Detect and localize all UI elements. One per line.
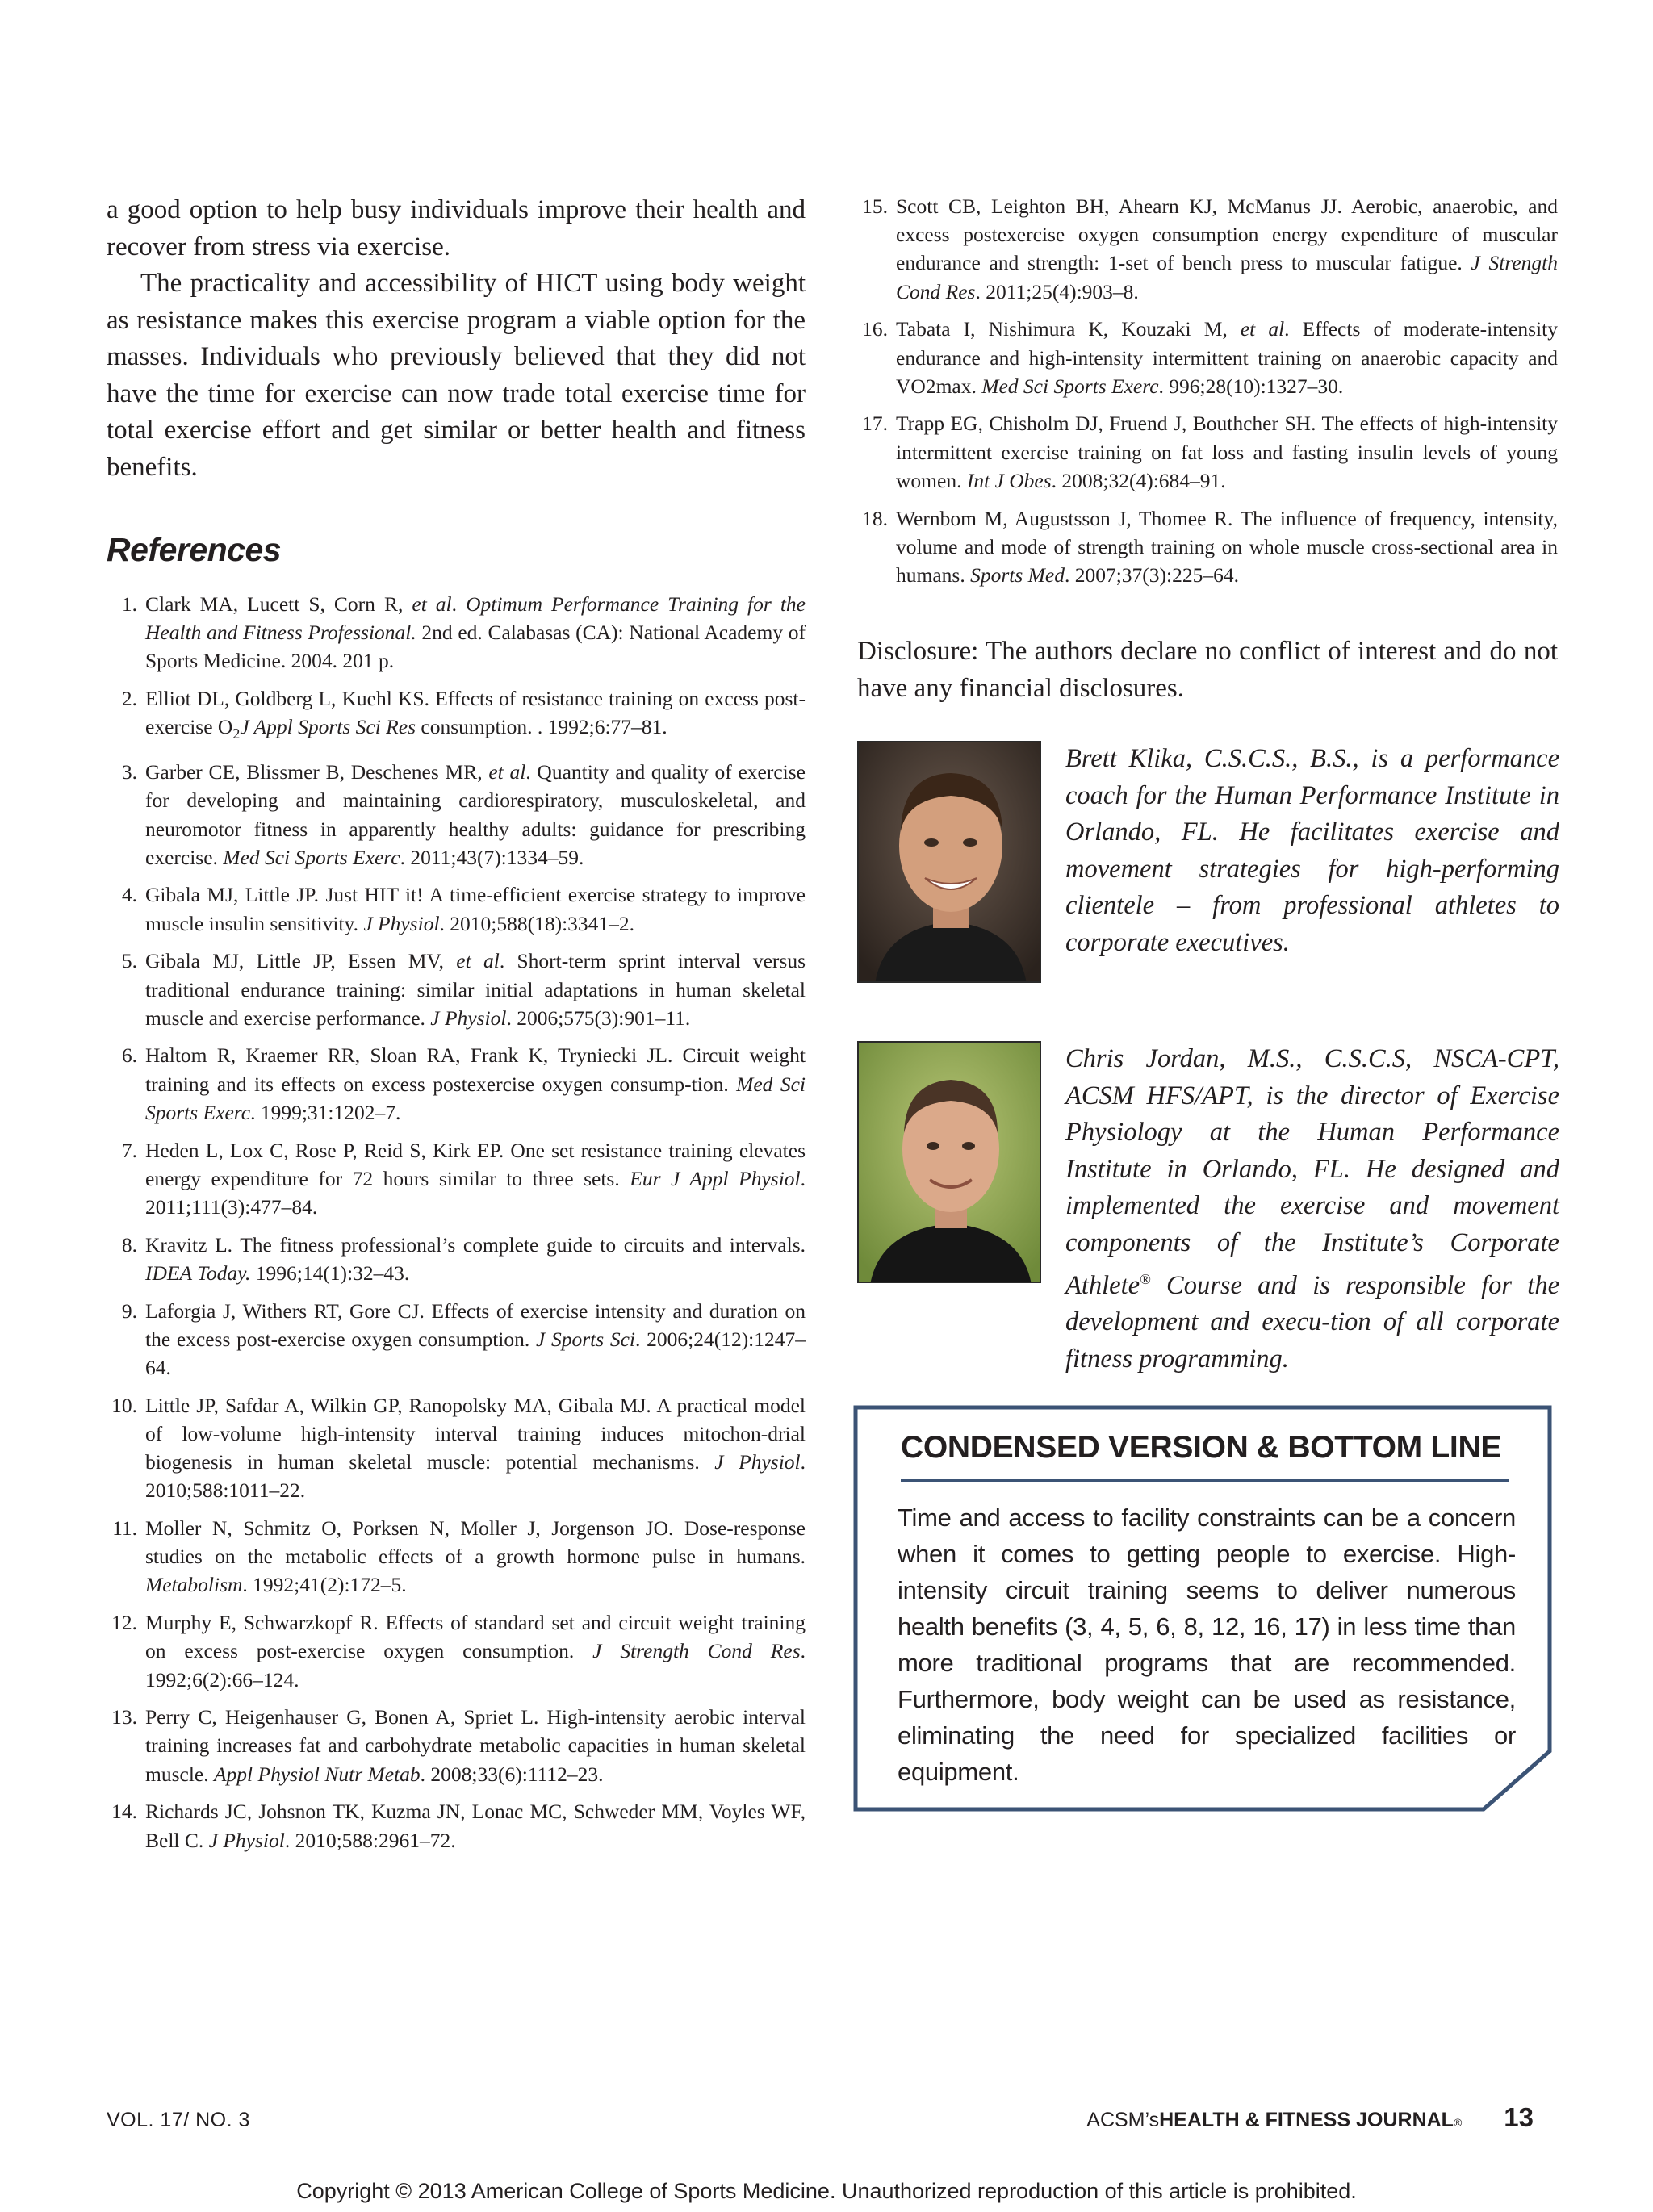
reference-text (145, 590, 806, 675)
reference-segment: Perry C, Heigenhauser G, Bonen A, Spriet L. High-intensity aerobic interval training increases fat and carbohydrate metabolic capacities in human skeletal muscle. (145, 1705, 806, 1786)
reference-text (145, 1041, 806, 1127)
reference-italic: Sports Med (970, 562, 1065, 587)
reference-item (857, 504, 1558, 590)
reference-segment: consumption. (416, 715, 538, 739)
reference-number: 4. (121, 883, 137, 907)
reference-item (107, 1136, 806, 1222)
reference-item (107, 880, 806, 937)
callout-title-rule (901, 1479, 1509, 1482)
reference-number: 9. (121, 1298, 137, 1323)
reference-segment: . Quantity and quality of exercise for developing and maintaining cardiorespiratory, musculoskeletal, and neuromotor fitness in apparently healthy adults: guidance for prescribing exercise. (145, 760, 806, 869)
callout-body: Time and access to facility constraints can be a concern when it comes to getting people to exercise. High-intensity circuit training seems to deliver numerous health benefits (3, 4, 5, 6, 8, 12, 16, 17) in less time than more traditional programs that are recommended. Furthermore, body weight can be used as resistance, eliminating the need for specialized facilities or equipment. (898, 1503, 1516, 1786)
reference-segment: Kravitz L. The fitness professional’s complete guide to circuits and intervals. (145, 1232, 806, 1257)
reference-segment: Trapp EG, Chisholm DJ, Fruend J, Bouthcher SH. The effects of high-intensity intermittent exercise training on fat loss and fasting insulin levels of young women. (896, 412, 1558, 492)
reference-number: 5. (121, 949, 137, 973)
reference-number: 11. (112, 1516, 137, 1540)
reference-italic: et al (1240, 317, 1285, 341)
reference-text (896, 409, 1558, 495)
reference-segment: . 2011;43(7):1334–59. (400, 845, 584, 869)
page-number: 13 (1504, 2102, 1534, 2132)
bio-text-jordan (1065, 1041, 1559, 1378)
reference-segment: Clark MA, Lucett S, Corn R, (145, 592, 412, 616)
reference-text (145, 1136, 806, 1222)
reference-number: 7. (121, 1138, 137, 1162)
reference-item (107, 1514, 806, 1599)
reference-italic: et al (412, 592, 452, 616)
reference-item (857, 315, 1558, 400)
portrait-photo-icon (859, 742, 1041, 983)
reference-italic: Int J Obes (966, 468, 1052, 492)
reference-segment: Gibala MJ, Little JP, Essen MV, (145, 949, 457, 973)
reference-italic: Metabolism (145, 1573, 243, 1597)
author-photo-klika (857, 741, 1041, 983)
reference-item (107, 1797, 806, 1854)
reference-segment: Elliot DL, Goldberg L, Kuehl KS. Effects of resistance training on excess post-exercise O (145, 687, 806, 739)
reference-text (896, 504, 1558, 590)
reference-segment: Murphy E, Schwarzkopf R. Effects of standard set and circuit weight training on excess post-exercise oxygen consumption. (145, 1611, 806, 1663)
reference-text (145, 1231, 806, 1287)
reference-segment: . 2008;33(6):1112–23. (420, 1762, 604, 1786)
reference-number: 1. (121, 592, 137, 616)
reference-segment: . 2008;32(4):684–91. (1051, 468, 1226, 492)
reference-italic: Appl Physiol Nutr Metab (213, 1762, 421, 1786)
reference-text (896, 192, 1558, 306)
reference-segment: . 996;28(10):1327–30. (1158, 374, 1344, 398)
reference-italic: J Physiol (363, 911, 440, 935)
reference-segment: Gibala MJ, Little JP. Just HIT it! A time-efficient exercise strategy to improve muscle insulin sensitivity. (145, 883, 806, 935)
reference-segment: . 1992;6:77–81. (537, 715, 667, 739)
reference-italic: J Physiol (430, 1006, 507, 1030)
reference-list-left (107, 590, 806, 1854)
portrait-photo-icon (859, 1043, 1041, 1283)
reference-segment: . 2010;588:2961–72. (284, 1828, 456, 1852)
reference-item (107, 1231, 806, 1287)
reference-text (145, 880, 806, 937)
reference-segment: Wernbom M, Augustsson J, Thomee R. The influence of frequency, intensity, volume and mode of strength training on whole muscle cross-sectional area in humans. (896, 506, 1558, 587)
author-photo-jordan (857, 1041, 1041, 1283)
reference-segment: . 2011;111(3):477–84. (145, 1166, 806, 1219)
paragraph-hict: The practicality and accessibility of HICT using body weight as resistance makes this exercise program a viable option for the masses. Individuals who previously believed that they did not have the time for exercise can now trade total exercise time for total exercise effort and get similar or better health and fitness benefits. (107, 269, 806, 482)
reference-segment: . 2010;588:1011–22. (145, 1450, 806, 1503)
right-column (857, 192, 1559, 1374)
reference-italic: J Sports Sci (535, 1327, 636, 1351)
reference-item (857, 192, 1558, 306)
reference-list-right (857, 192, 1558, 589)
reference-number: 2. (121, 687, 137, 711)
callout-title: CONDENSED VERSION & BOTTOM LINE (901, 1430, 1502, 1465)
reference-segment: Laforgia J, Withers RT, Gore CJ. Effects of exercise intensity and duration on the excess post-exercise oxygen consumption. (145, 1298, 806, 1351)
disclosure: Disclosure: The authors declare no conflict of interest and do not have any financial disclosures. (857, 637, 1558, 704)
reference-text (145, 1391, 806, 1505)
bio-text-klika: Brett Klika, C.S.C.S., B.S., is a performance coach for the Human Performance Institute in Orlando, FL. He facilitates exercise and movement strategies for high-performing clientele – from professional athletes to corporate executives. (1065, 744, 1559, 957)
reference-item (107, 1041, 806, 1127)
author-bio-klika (857, 741, 1558, 983)
reference-italic: Med Sci Sports Exerc (145, 1072, 806, 1124)
reference-italic: J Physiol (714, 1450, 801, 1474)
reference-item (107, 1703, 806, 1788)
reference-segment: . Effects of moderate-intensity endurance and high-intensity intermittent training on anaerobic capacity and VO2max. (896, 317, 1558, 398)
reference-segment: Haltom R, Kraemer RR, Sloan RA, Frank K, Tryniecki JL. Circuit weight training and its effects on excess postexercise oxygen consump-tion. (145, 1043, 806, 1096)
reference-number: 14. (111, 1800, 137, 1824)
body-text (107, 192, 806, 486)
reference-segment: Richards JC, Johsnon TK, Kuzma JN, Lonac MC, Schweder MM, Voyles WF, Bell C. (145, 1800, 806, 1852)
reference-number: 12. (111, 1611, 137, 1635)
reference-italic: J Appl Sports Sci Res (240, 715, 416, 739)
subscript: 2 (232, 725, 241, 742)
reference-italic: Optimum Performance Training for the Health and Fitness Professional. (145, 592, 806, 645)
reference-segment: Little JP, Safdar A, Wilkin GP, Ranopolsky MA, Gibala MJ. A practical model of low-volume high-intensity interval training induces mitochon-drial biogenesis in human skeletal muscle: potential mechanisms. (145, 1393, 806, 1474)
reference-segment: . 2011;25(4):903–8. (975, 279, 1139, 303)
reference-italic: Med Sci Sports Exerc (223, 845, 400, 869)
bio-text-jordan-end: Course and is responsible for the development and execu-tion of all corporate fitness programming. (1065, 1270, 1559, 1374)
reference-number: 8. (121, 1232, 137, 1257)
reference-segment: . 2010;588(18):3341–2. (439, 911, 635, 935)
reference-segment: . (451, 592, 467, 616)
reference-item (107, 947, 806, 1032)
reference-number: 18. (862, 506, 888, 530)
reference-segment: . 2006;575(3):901–11. (506, 1006, 691, 1030)
reference-segment: Tabata I, Nishimura K, Kouzaki M, (896, 317, 1241, 341)
reference-italic: J Strength Cond Res (896, 251, 1558, 303)
journal-prefix: ACSM’s (1086, 2109, 1160, 2131)
reference-number: 6. (121, 1043, 137, 1068)
reference-item (107, 1608, 806, 1694)
left-column (107, 192, 806, 1863)
reference-segment: . 2006;24(12):1247–64. (145, 1327, 806, 1379)
reference-text (145, 1608, 806, 1694)
condensed-callout-box (852, 1398, 1553, 1814)
reference-text (896, 315, 1558, 400)
paragraph-continued: a good option to help busy individuals improve their health and recover from stress via exercise. (107, 195, 806, 261)
reference-segment: 2nd ed. Calabasas (CA): National Academy of Sports Medicine. 2004. 201 p. (145, 621, 806, 673)
reference-italic: et al (456, 949, 500, 973)
reference-text (145, 684, 806, 749)
reference-segment: Garber CE, Blissmer B, Deschenes MR, (145, 760, 489, 784)
reference-italic: et al (488, 760, 526, 784)
reference-italic: J Strength Cond Res (592, 1639, 801, 1663)
reference-text (145, 947, 806, 1032)
author-bio-jordan (857, 1041, 1559, 1374)
reference-number: 3. (121, 760, 137, 784)
bio-text-jordan-main: Chris Jordan, M.S., C.S.C.S, NSCA-CPT, ACSM HFS/APT, is the director of Exercise Physiology at the Human Performance Institute in Orlando, FL. He designed and implemented the exercise and movement components of the Institute’s Corporate Athlete (1065, 1044, 1559, 1300)
reference-item (107, 758, 806, 872)
reference-segment: Moller N, Schmitz O, Porksen N, Moller J, Jorgenson JO. Dose-response studies on the metabolic effects of a growth hormone pulse in humans. (145, 1516, 806, 1569)
reference-italic: Eur J Appl Physiol (630, 1166, 801, 1190)
reference-text (145, 1797, 806, 1854)
reference-segment: . 1999;31:1202–7. (250, 1100, 401, 1124)
copyright-notice: Copyright © 2013 American College of Sports Medicine. Unauthorized reproduction of this article is prohibited. (296, 2179, 1357, 2203)
reference-segment: . 1992;6(2):66–124. (145, 1639, 806, 1691)
reference-italic: Med Sci Sports Exerc (981, 374, 1159, 398)
reference-italic: IDEA Today. (145, 1261, 251, 1285)
reference-segment: . 1992;41(2):172–5. (242, 1573, 407, 1597)
reference-segment: 1996;14(1):32–43. (250, 1261, 410, 1285)
reference-item (857, 409, 1558, 495)
reference-number: 17. (862, 412, 888, 436)
reference-number: 13. (111, 1705, 137, 1729)
references-heading: References (107, 531, 282, 568)
reference-segment: Heden L, Lox C, Rose P, Reid S, Kirk EP. One set resistance training elevates energy expenditure for 72 hours similar to three sets. (145, 1138, 806, 1190)
reference-number: 16. (862, 317, 888, 341)
reference-text (145, 1297, 806, 1382)
reference-item (107, 1297, 806, 1382)
reference-number: 10. (111, 1393, 137, 1417)
reference-text (145, 1703, 806, 1788)
registered-mark: ® (1140, 1271, 1151, 1288)
footer-volume: VOL. 17/ NO. 3 (107, 2109, 250, 2131)
reference-item (107, 684, 806, 749)
reference-item (107, 1391, 806, 1505)
footer-journal (1086, 2102, 1534, 2133)
reference-italic: J Physiol (208, 1828, 285, 1852)
journal-registered-mark: ® (1453, 2116, 1463, 2129)
reference-text (145, 1514, 806, 1599)
reference-text (145, 758, 806, 872)
reference-item (107, 590, 806, 675)
reference-segment: . 2007;37(3):225–64. (1064, 562, 1239, 587)
reference-number: 15. (862, 194, 888, 218)
journal-name: HEALTH & FITNESS JOURNAL (1159, 2109, 1454, 2131)
reference-segment: . Short-term sprint interval versus traditional endurance training: similar initial adaptations in human skeletal muscle and exercise performance. (145, 949, 806, 1030)
reference-segment: Scott CB, Leighton BH, Ahearn KJ, McManus JJ. Aerobic, anaerobic, and excess postexercise oxygen consumption energy expenditure of muscular endurance and strength: 1-set of bench press to muscular fatigue. (896, 194, 1558, 275)
